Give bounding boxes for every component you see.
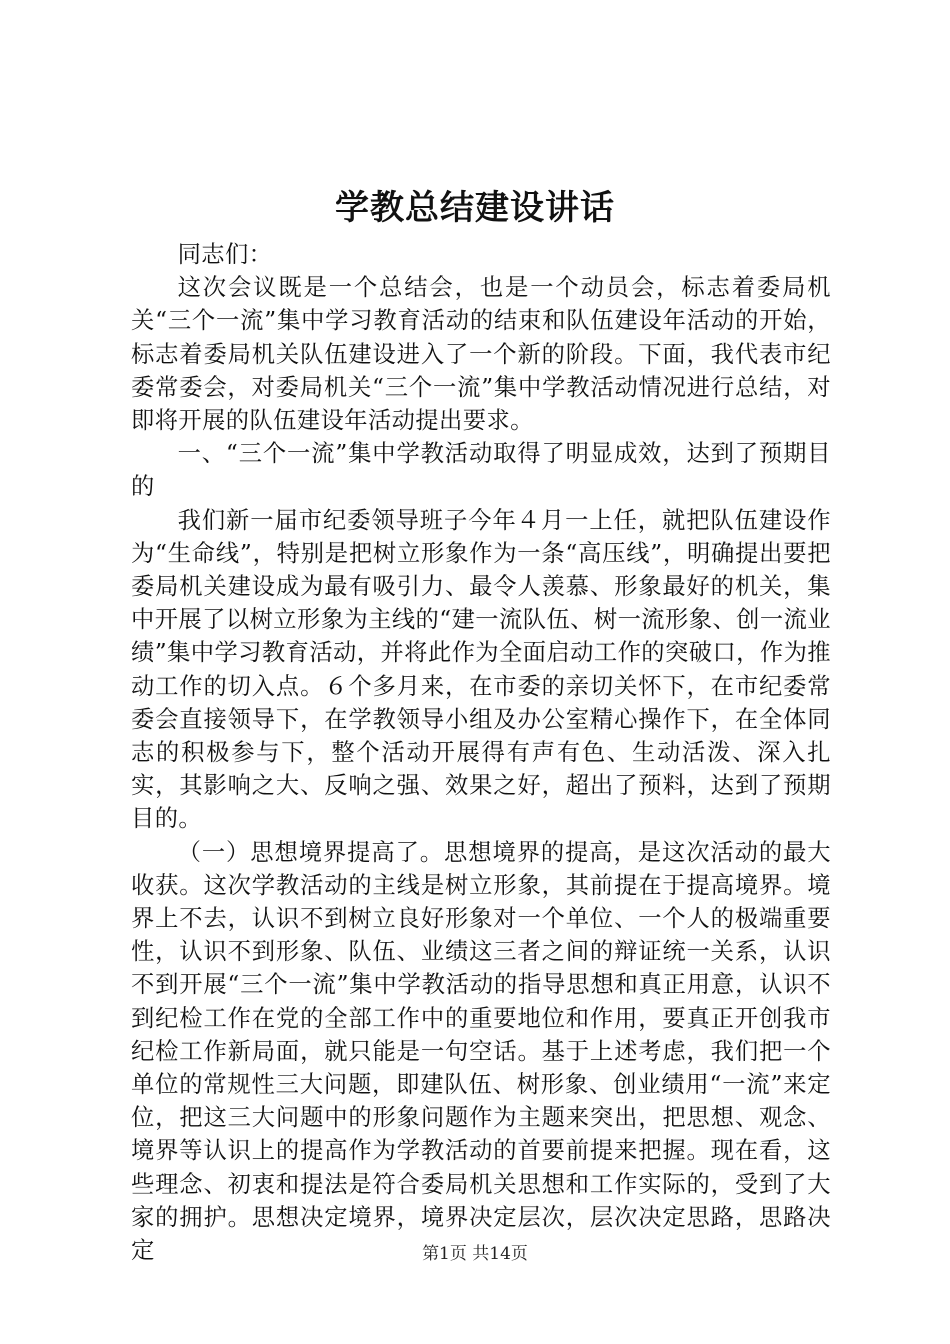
page-footer: 第1页 共14页 bbox=[422, 1244, 528, 1264]
body-paragraph: 我们新一届市纪委领导班子今年４月一上任，就把队伍建设作为“生命线”，特别是把树立形象作为一条“高压线”，明确提出要把委局机关建设成为最有吸引力、最令人羡慕、形象最好的机关，集中开展了以树立形象为主线的“建一流队伍、树一流形象、创一流业绩”集中学习教育活动，并将此作为全面启动工作的突破口，作为推动工作的切入点。６个多月来，在市委的亲切关怀下，在市纪委常委会直接领导下，在学教领导小组及办公室精心操作下，在全体同志的积极参与下，整个活动开展得有声有色、生动活泼、深入扎实，其影响之大、反响之强、效果之好，超出了预料，达到了预期目的。 bbox=[131, 506, 831, 833]
body-paragraph: （一）思想境界提高了。思想境界的提高，是这次活动的最大收获。这次学教活动的主线是树立形象，其前提在于提高境界。境界上不去，认识不到树立良好形象对一个单位、一个人的极端重要性，认识不到形象、队伍、业绩这三者之间的辩证统一关系，认识不到开展“三个一流”集中学教活动的指导思想和真正用意，认识不到纪检工作在党的全部工作中的重要地位和作用，要真正开创我市纪检工作新局面，就只能是一句空话。基于上述考虑，我们把一个单位的常规性三大问题，即建队伍、树形象、创业绩用“一流”来定位，把这三大问题中的形象问题作为主题来突出，把思想、观念、境界等认识上的提高作为学教活动的首要前提来把握。现在看，这些理念、初衷和提法是符合委局机关思想和工作实际的，受到了大家的拥护。思想决定境界，境界决定层次，层次决定思路，思路决定 bbox=[131, 838, 831, 1265]
body-paragraph: 这次会议既是一个总结会，也是一个动员会，标志着委局机关“三个一流”集中学习教育活动的结束和队伍建设年活动的开始，标志着委局机关队伍建设进入了一个新的阶段。下面，我代表市纪委常委会，对委局机关“三个一流”集中学教活动情况进行总结，对即将开展的队伍建设年活动提出要求。 bbox=[131, 274, 831, 435]
section-heading: 一、“三个一流”集中学教活动取得了明显成效，达到了预期目的 bbox=[131, 440, 831, 501]
salutation-paragraph: 同志们： bbox=[177, 241, 273, 268]
document-body bbox=[131, 238, 831, 1267]
document-title: 学教总结建设讲话 bbox=[335, 188, 615, 228]
